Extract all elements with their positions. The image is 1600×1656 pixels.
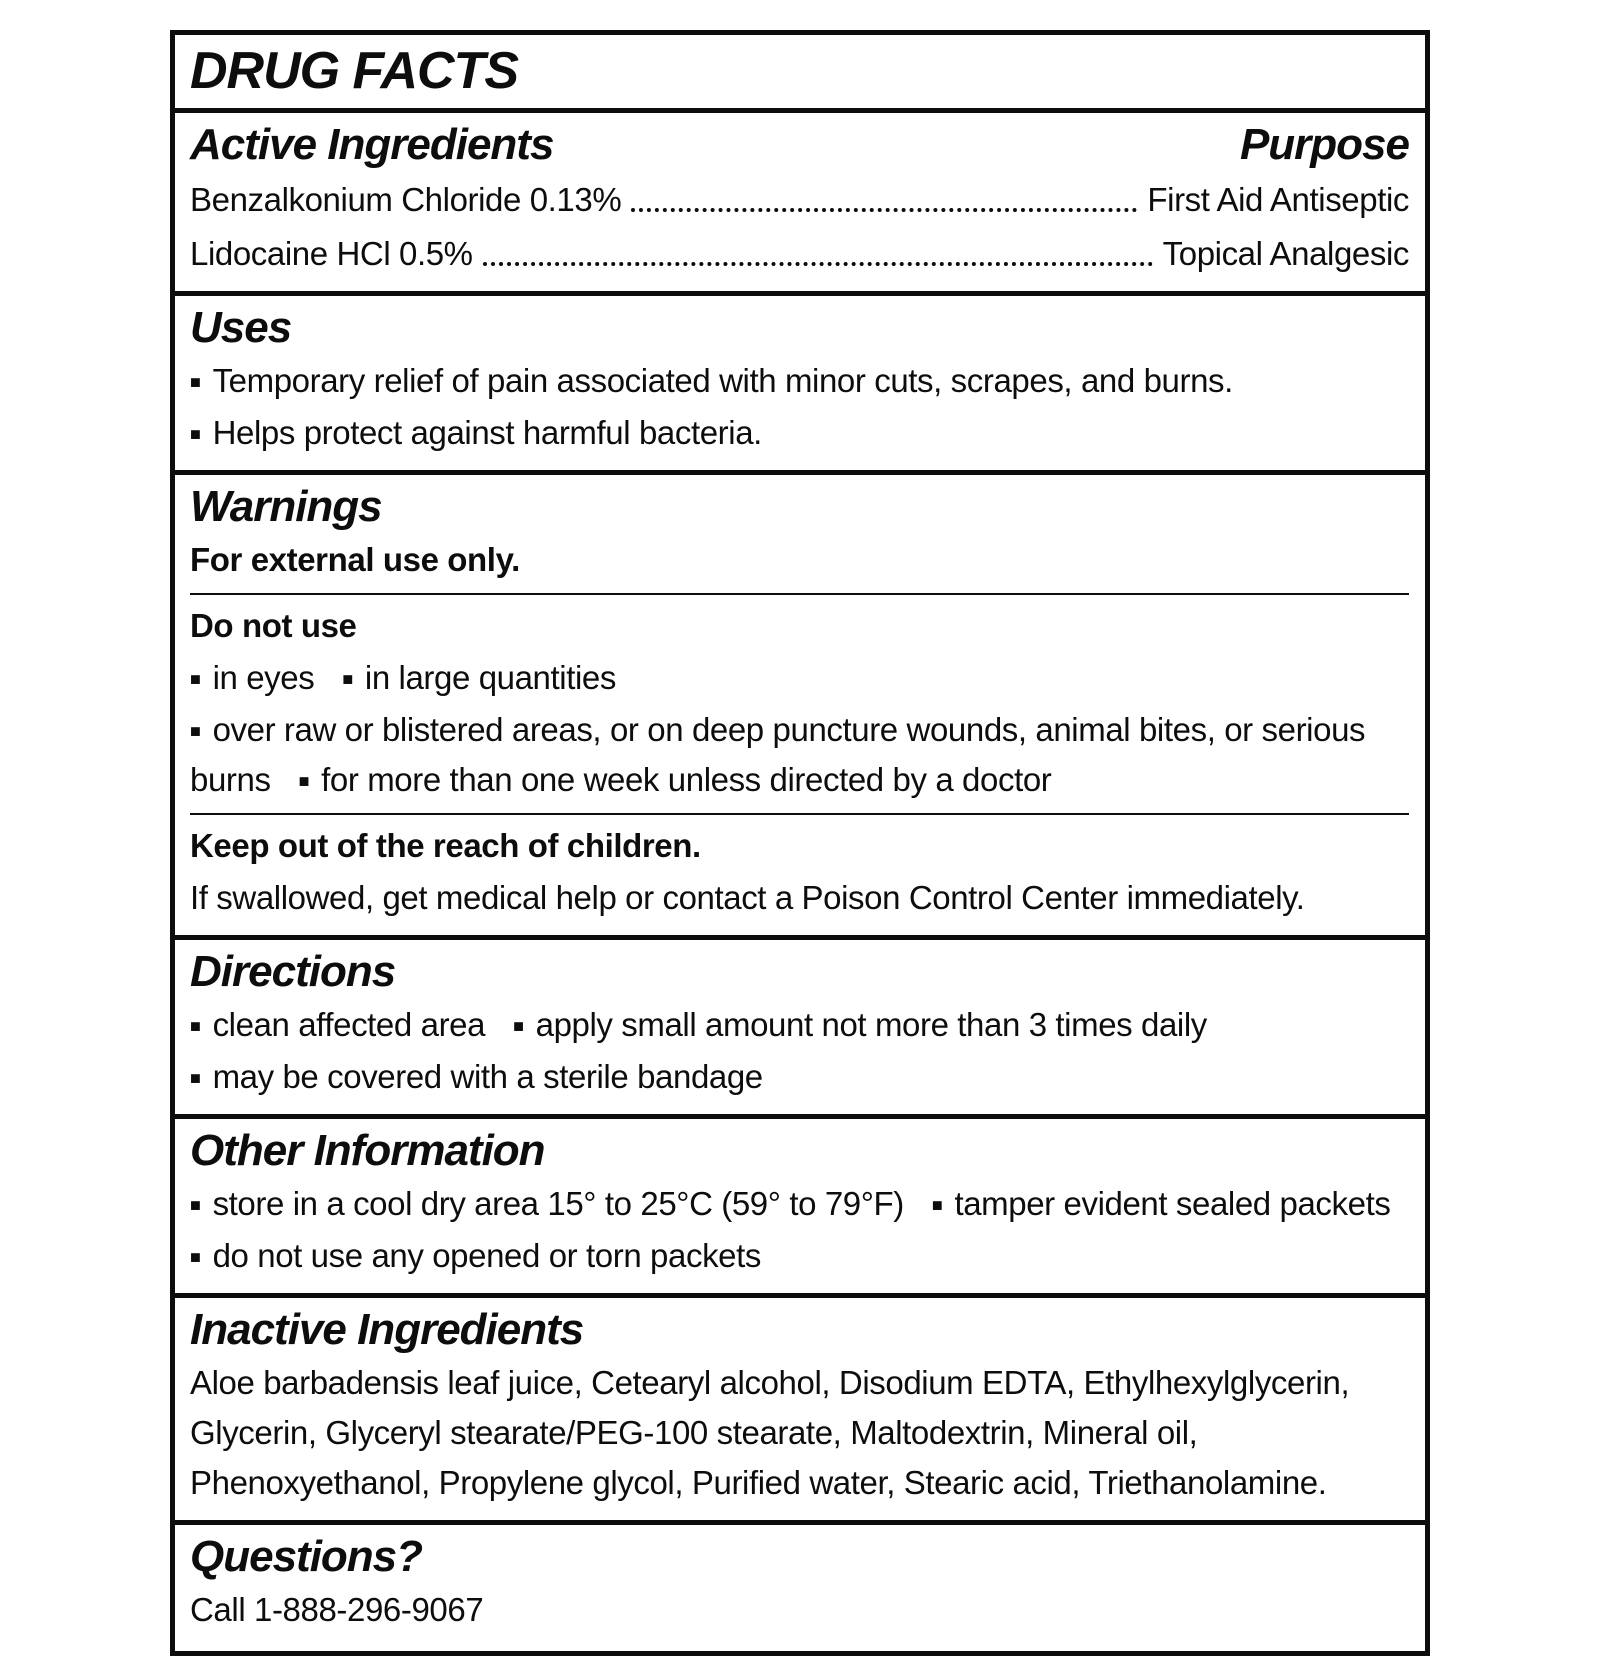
ingredient-name: Lidocaine HCl 0.5% xyxy=(190,235,473,273)
active-ingredients-heading: Active Ingredients xyxy=(190,120,554,170)
do-not-use-heading: Do not use xyxy=(190,607,357,645)
external-use-statement: For external use only. xyxy=(190,541,520,579)
ingredient-purpose: First Aid Antiseptic xyxy=(1147,181,1409,219)
bullet-icon: ■ xyxy=(342,669,353,690)
inactive-ingredients-text: Aloe barbadensis leaf juice, Cetearyl alcohol, Disodium EDTA, Ethylhexylglycerin, Glycerin, Glyceryl stearate/PEG-100 stearate, Maltodextrin, Mineral oil, Phenoxyethanol, Propylene glycol, Purified water, Stearic acid, Triethanolamine. xyxy=(190,1363,1350,1501)
directions-item: apply small amount not more than 3 times daily xyxy=(535,1005,1207,1043)
bullet-icon: ■ xyxy=(190,424,201,445)
bullet-icon: ■ xyxy=(513,1016,524,1036)
drug-facts-label xyxy=(170,30,1430,1656)
bullet-icon: ■ xyxy=(190,1016,201,1036)
section-other-information xyxy=(175,1114,1425,1293)
uses-item xyxy=(190,408,1409,458)
other-information-item: store in a cool dry area 15° to 25°C (59° to 79°F) xyxy=(212,1184,904,1222)
section-inactive-ingredients xyxy=(175,1293,1425,1520)
section-title xyxy=(175,35,1425,108)
questions-phone: Call 1-888-296-9067 xyxy=(190,1590,484,1628)
ingredient-row xyxy=(190,173,1409,227)
purpose-heading: Purpose xyxy=(1239,120,1409,170)
do-not-use-line xyxy=(190,653,1409,703)
uses-item-text: Temporary relief of pain associated with minor cuts, scrapes, and burns. xyxy=(212,362,1233,400)
keep-out-heading: Keep out of the reach of children. xyxy=(190,827,701,865)
section-active-ingredients xyxy=(175,108,1425,291)
section-uses xyxy=(175,291,1425,470)
uses-item-text: Helps protect against harmful bacteria. xyxy=(212,414,762,452)
do-not-use-item: for more than one week unless directed by a doctor xyxy=(321,761,1052,799)
inactive-ingredients-heading: Inactive Ingredients xyxy=(190,1304,584,1354)
divider xyxy=(190,813,1409,815)
other-information-heading: Other Information xyxy=(190,1125,545,1175)
bullet-icon: ■ xyxy=(298,771,310,792)
questions-heading: Questions? xyxy=(190,1531,423,1581)
warnings-heading: Warnings xyxy=(190,482,382,532)
directions-line xyxy=(190,1000,1409,1050)
ingredient-purpose: Topical Analgesic xyxy=(1162,235,1409,273)
bullet-icon: ■ xyxy=(190,372,201,393)
bullet-icon: ■ xyxy=(190,1068,201,1088)
uses-item xyxy=(190,356,1409,406)
dotted-leader xyxy=(631,208,1137,212)
other-information-line xyxy=(190,1179,1409,1229)
uses-heading: Uses xyxy=(190,303,292,353)
other-information-item: tamper evident sealed packets xyxy=(954,1184,1391,1222)
section-directions xyxy=(175,935,1425,1114)
do-not-use-line xyxy=(190,705,1409,805)
bullet-icon: ■ xyxy=(190,669,201,690)
bullet-icon: ■ xyxy=(931,1194,943,1215)
directions-item: may be covered with a sterile bandage xyxy=(212,1057,763,1095)
do-not-use-item: in eyes xyxy=(212,659,315,697)
directions-heading: Directions xyxy=(190,947,396,997)
other-information-line xyxy=(190,1231,1409,1281)
do-not-use-item: in large quantities xyxy=(364,659,616,697)
bullet-icon: ■ xyxy=(190,721,201,742)
divider xyxy=(190,593,1409,595)
section-warnings xyxy=(175,470,1425,935)
ingredient-name: Benzalkonium Chloride 0.13% xyxy=(190,181,622,219)
ingredient-row xyxy=(190,227,1409,281)
bullet-icon: ■ xyxy=(190,1194,201,1215)
section-questions xyxy=(175,1520,1425,1651)
directions-line xyxy=(190,1052,1409,1102)
other-information-item: do not use any opened or torn packets xyxy=(212,1236,761,1274)
bullet-icon: ■ xyxy=(190,1246,201,1267)
dotted-leader xyxy=(483,262,1153,266)
do-not-use-item: over raw or blistered areas, or on deep puncture wounds, animal bites, or serious burns xyxy=(190,711,1366,799)
active-ingredients-heading-row xyxy=(190,119,1409,173)
directions-item: clean affected area xyxy=(212,1005,486,1043)
keep-out-text: If swallowed, get medical help or contact a Poison Control Center immediately. xyxy=(190,879,1305,917)
drug-facts-title: DRUG FACTS xyxy=(190,42,518,100)
